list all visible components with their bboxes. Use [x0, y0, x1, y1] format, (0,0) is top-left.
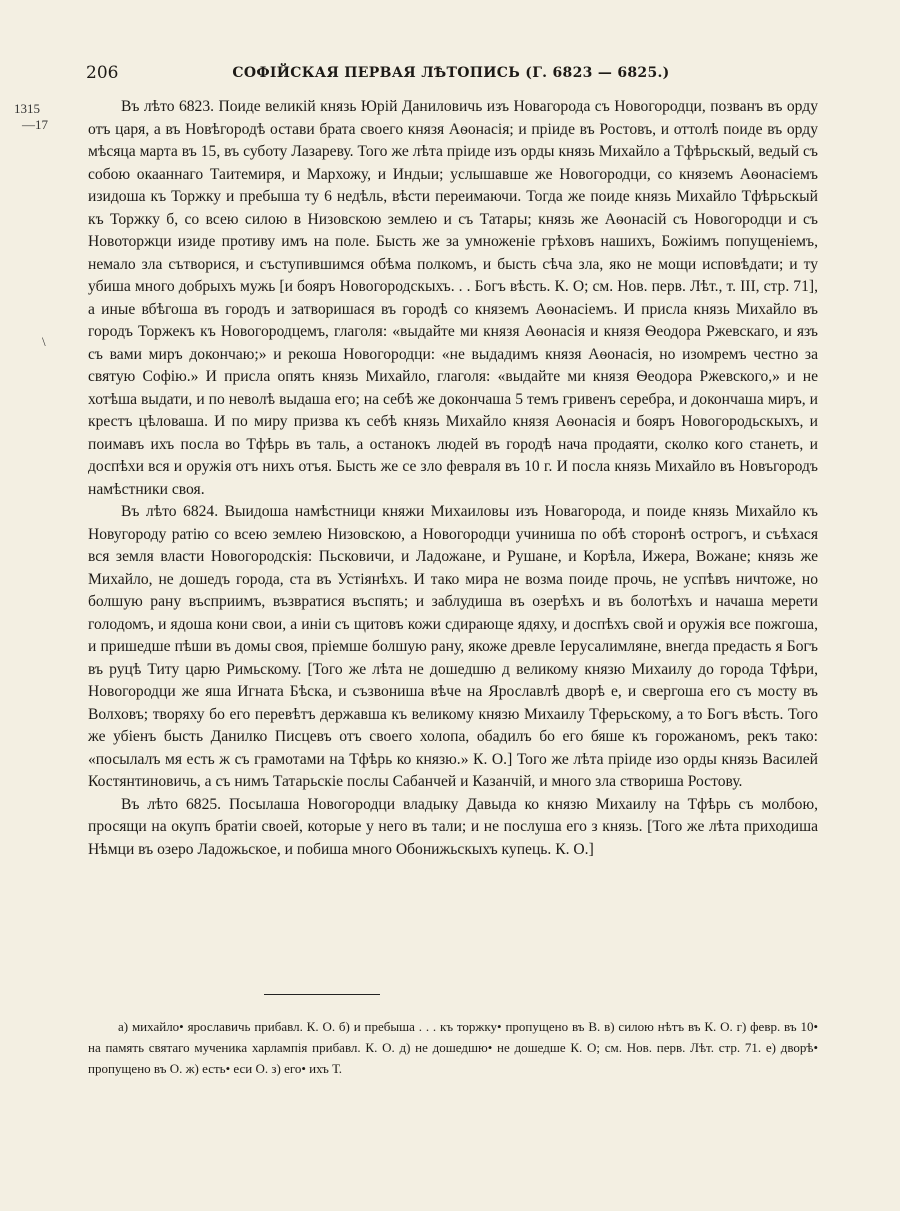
- footnote-text: а) михайло• ярославичь прибавл. К. О. б) и пребыша . . . къ торжку• пропущено въ В. в) силою нѣтъ въ К. О. г) февр. въ 10• на память святаго мученика харлампія прибавл. К. О. д) не дошедшю• не дошедше К. О; см. Нов. перв. Лѣт. стр. 71. е) дворѣ• пропущено въ О. ж) есть• еси О. з) его• ихъ Т.: [88, 1019, 818, 1076]
- page-number: 206: [86, 63, 119, 83]
- paragraph-6824: Въ лѣто 6824. Выидоша намѣстници княжи Михаиловы изъ Новагорода, и поиде князь Михайло къ Новугороду ратію со всею землею Низовскою, а Новогородци учиниша по обѣ сторонѣ острогъ, и съѣхася вся земля власти Новогородскія: Пьсковичи, и Ладожане, и Рушане, и Корѣла, Ижера, Вожане; князь же Михайло, не дошедъ города, ста въ Устіянѣхъ. И тако мира не возма поиде прочь, не успѣвъ ничтоже, но болшую рану въсприимъ, възвратися въспять; и заблудиша въ озерѣхъ и въ болотѣхъ и начаша мерети голодомъ, и ядоша кони свои, а иніи съ щитовъ кожи сдирающе ядяху, и доспѣхъ свой и оружія все пожгоша, и пришедше пѣши въ домы своя, пріемше болшую рану, якоже древле Іерусалимляне, внегда предасть я Богъ въ руцѣ Титу царю Римьскому. [Того же лѣта не дошедшю д великому князю Михаилу до города Тфѣри, Новогородци же яша Игната Бѣска, и съзвониша вѣче на Ярославлѣ дворѣ е, и свергоша его съ мосту въ Волховъ; творяху бо его перевѣтъ державша къ великому князю Михаилу Тферьскому, а то Богъ вѣсть. Того же убіенъ бысть Данилко Писцевъ отъ своего холопа, обадилъ бо его бяше къ горожаномъ, рекъ тако: «посылалъ мя есть ж съ грамотами на Тфѣрь ко князю.» К. О.] Того же лѣта пріиде изо орды князь Василей Костянтиновичь, а съ нимъ Татарьскіе послы Сабанчей и Казанчій, и много зла створиша Ростову.: [88, 503, 818, 790]
- footnotes: [88, 1016, 818, 1079]
- running-head: [86, 63, 816, 85]
- margin-mark: \: [42, 334, 46, 349]
- paragraph-6823: Въ лѣто 6823. Поиде великій князь Юрій Даниловичь изъ Новагорода съ Новогородци, позванъ въ орду отъ царя, а въ Новѣгородѣ остави брата своего князя Аѳонасія; и пріиде въ Ростовъ, и оттолѣ поиде въ орду мѣсяца марта въ 15, въ суботу Лазареву. Того же лѣта пріиде изъ орды князь Михайло а Тфѣрьскый, ведый съ собою окааннаго Таитемиря, и Мархожу, и Индыи; услышавше же Новогородци, со княземъ Аѳонасіемъ изидоша къ Торжку и пребыша ту 6 недѣль, вѣсти переимаючи. Тогда же поиде князь Михайло Тфѣрьскый къ Торжку б, со всею силою в Низовскою землею и съ Татары; князь же Аѳонасій съ Новогородци и съ Новоторжци изиде противу имъ на поле. Бысть же за умноженіе грѣховъ нашихъ, Божіимъ попущеніемъ, немало зла сътворися, и съступившимся обѣма полкомъ, и бысть сѣча зла, яко не мощи исповѣдати; и ту убиша много добрыхъ мужь [и бояръ Новогородскыхъ. . . Богъ вѣсть. К. О; см. Нов. перв. Лѣт., т. III, стр. 71], а иные вбѣгоша въ городъ и затворишася въ городѣ со княземъ Аѳонасіемъ. И присла князь Михайло въ городъ Торжекъ къ Новогородцемъ, глаголя: «выдайте ми князя Аѳонасія и князя Ѳеодора Ржевскаго, и язъ съ вами миръ докончаю;» и рекоша Новогородци: «не выдадимъ князя Аѳонасія, но изомремъ честно за святую Софію.» И присла опять князь Михайло, глаголя: «выдайте ми князя Ѳеодора Ржевского,» и не хотѣша выдати, и по неволѣ выдаша его; на себѣ же докончаша 5 темъ гривенъ серебра, и докончаша миръ, и крестъ цѣловаша. И по миру призва къ себѣ князь Михайло князя Аѳонасія и бояръ Новогородьскыхъ, и поимавъ ихъ посла во Тфѣрь въ таль, а останокъ людей въ городѣ нача продаяти, сколко кого станеть, и доспѣхи вся и оружія отъ нихъ отъя. Бысть же се зло февраля въ 10 г. И посла князь Михайло въ Новъгородъ намѣстники своя.: [88, 98, 818, 498]
- margin-year-start: 1315: [14, 101, 40, 116]
- footnote-divider: [264, 994, 380, 995]
- chronicle-text: [88, 96, 818, 861]
- paragraph-6825: Въ лѣто 6825. Посылаша Новогородци владыку Давыда ко князю Михаилу на Тфѣрь съ молбою, просящи на окупъ братіи своей, которые у него въ тали; и не послуша его з князь. [Того же лѣта приходиша Нѣмци въ озеро Ладожьское, и побиша много Обонижьскыхъ купець. К. О.]: [88, 795, 818, 858]
- margin-year-end: —17: [22, 117, 48, 132]
- running-title: СОФІЙСКАЯ ПЕРВАЯ ЛѢТОПИСЬ (Г. 6823 — 6825.): [232, 65, 670, 81]
